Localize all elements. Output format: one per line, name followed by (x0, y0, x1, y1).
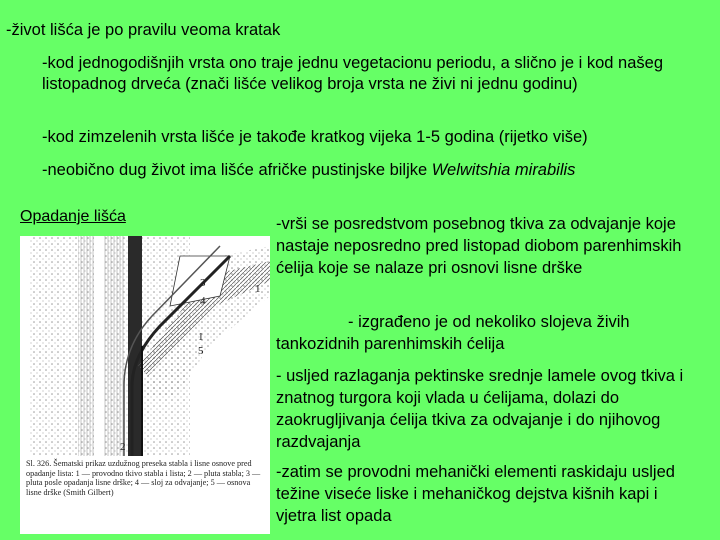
label-4: 4 (200, 295, 206, 307)
leaf-abscission-figure (20, 236, 270, 534)
bullet-welwitschia (42, 160, 702, 181)
paragraph-leaf-drop: -zatim se provodni mehanički elementi raskidaju usljed težine viseće liske i mehaničkog dejstva kišnih kapi i vjetra list opada (276, 463, 675, 525)
bullet-annual-species: -kod jednogodišnjih vrsta ono traje jednu vegetacionu periodu, a slično je i kod našeg listopadnog drveća (znači lišće velikog broja vrsta ne živi ni jednu godinu) (42, 54, 663, 93)
figure-caption: Sl. 326. Šematski prikaz uzdužnog preseka stabla i lisne osnove pred opadanje lista: 1 — provodno tkivo stabla i lista; 2 — pluta stabla; 3 — pluta posle opadanja lisne drške; 4 — sloj za odvajanje; 5 — osnova lisne drške (Smith Gilbert) (26, 459, 261, 497)
section-title-leaf-fall: Opadanje lišća (20, 208, 126, 225)
paragraph-abscission-tissue: -vrši se posredstvom posebnog tkiva za odvajanje koje nastaje neposredno pred listopad diobom parenhimskih ćelija koje se nalaze pri osnovi lisne drške (276, 215, 682, 277)
paragraph-pectin-breakdown: - usljed razlaganja pektinske srednje lamele ovog tkiva i znatnog turgora koji vlada u ćelijama, dolazi do zaokrugljivanja ćelija tkiva za odvajanje i do njihovog razdvajanja (276, 367, 684, 451)
label-3: 3 (200, 277, 206, 289)
bullet-welwitschia-text: -neobično dug život ima lišće afričke pustinjske biljke (42, 161, 432, 179)
label-2: 2 (120, 441, 126, 453)
stem-section-drawing (20, 236, 270, 456)
label-1a: 1 (255, 283, 261, 295)
vascular-tissue (78, 236, 94, 456)
stem-cork (128, 236, 142, 456)
bullet-evergreen-species: -kod zimzelenih vrsta lišće je takođe kratkog vijeka 1-5 godina (rijetko više) (42, 128, 588, 146)
intro-line: -život lišća je po pravilu veoma kratak (6, 21, 281, 39)
species-name: Welwitshia mirabilis (431, 161, 576, 179)
label-1b: 1 (198, 331, 204, 343)
stem-gap (94, 236, 104, 456)
vascular-tissue-2 (104, 236, 124, 456)
paragraph-cell-layers: - izgrađeno je od nekoliko slojeva živih tankozidnih parenhimskih ćelija (276, 313, 630, 353)
label-5: 5 (198, 345, 204, 357)
